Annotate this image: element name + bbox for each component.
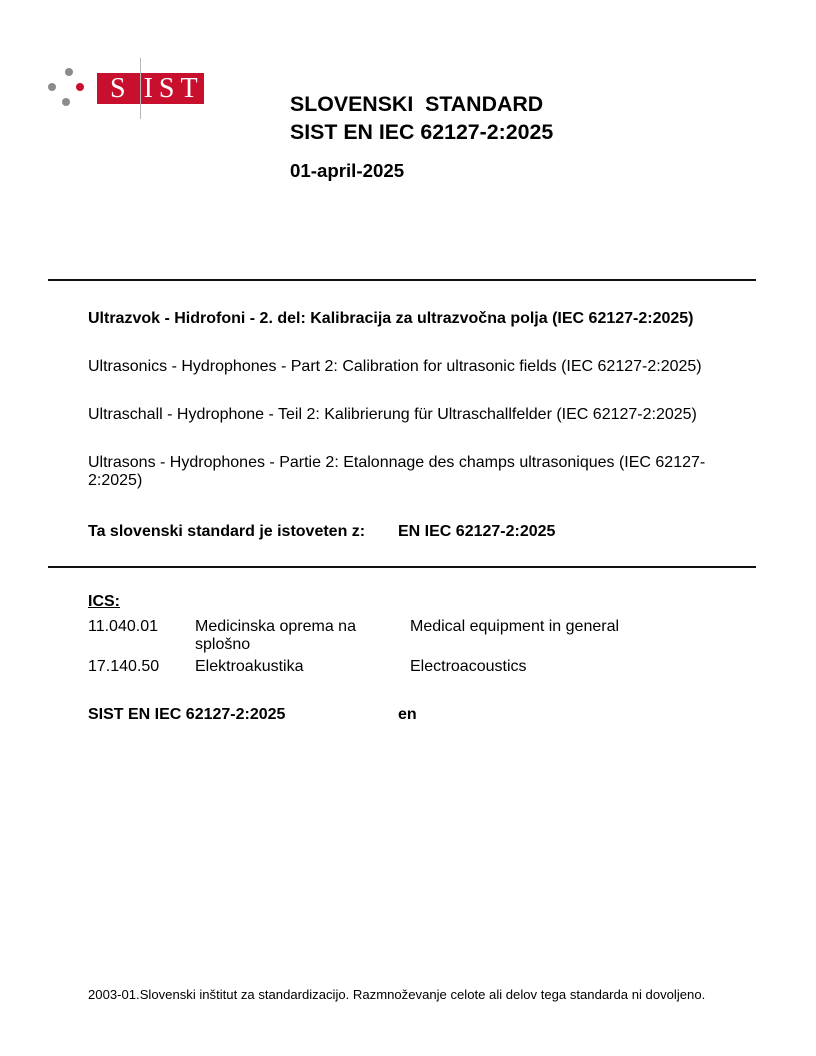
logo-divider: [140, 58, 141, 119]
standard-designation: SIST EN IEC 62127-2:2025: [290, 120, 554, 144]
ics-code: 11.040.01: [88, 618, 158, 635]
logo-text: SIST: [110, 73, 204, 104]
ics-description-en: Medical equipment in general: [410, 618, 620, 635]
ics-row: [0, 658, 816, 698]
designation-code: SIST EN IEC 62127-2:2025: [88, 706, 286, 723]
title-french-line: 2:2025): [88, 472, 143, 490]
identical-value: EN IEC 62127-2:2025: [398, 523, 556, 540]
title-french-line: Ultrasons - Hydrophones - Partie 2: Etalonnage des champs ultrasoniques (IEC 62127-: [88, 454, 706, 471]
ics-code: 17.140.50: [88, 658, 160, 675]
logo-dot-bottom: [62, 98, 70, 106]
bottom-rule: [48, 566, 756, 568]
footer-copyright: 2003-01.Slovenski inštitut za standardizacijo. Razmnoževanje celote ali delov tega standarda ni dovoljeno.: [88, 987, 706, 1002]
ics-description-sl: Elektroakustika: [195, 658, 304, 675]
logo-dot-red: [76, 83, 84, 91]
publication-date: 01-april-2025: [290, 160, 405, 181]
logo-dot-top: [65, 68, 73, 76]
standard-type-title: SLOVENSKI STANDARD: [290, 92, 544, 116]
ics-description-en: Electroacoustics: [410, 658, 527, 675]
title-german: Ultraschall - Hydrophone - Teil 2: Kalibrierung für Ultraschallfelder (IEC 62127-2:2025): [88, 406, 697, 423]
ics-description-sl: Medicinska oprema na splošno: [195, 618, 356, 654]
ics-row: [0, 618, 816, 658]
identical-label: Ta slovenski standard je istoveten z:: [88, 523, 366, 540]
logo-dot-left: [48, 83, 56, 91]
top-rule: [48, 279, 756, 281]
title-french: [88, 454, 705, 491]
ics-heading: ICS:: [88, 593, 120, 610]
language-code: en: [398, 706, 417, 723]
title-english: Ultrasonics - Hydrophones - Part 2: Calibration for ultrasonic fields (IEC 62127-2:2025): [88, 358, 702, 375]
title-slovenian: Ultrazvok - Hidrofoni - 2. del: Kalibracija za ultrazvočna polja (IEC 62127-2:2025): [88, 310, 694, 327]
